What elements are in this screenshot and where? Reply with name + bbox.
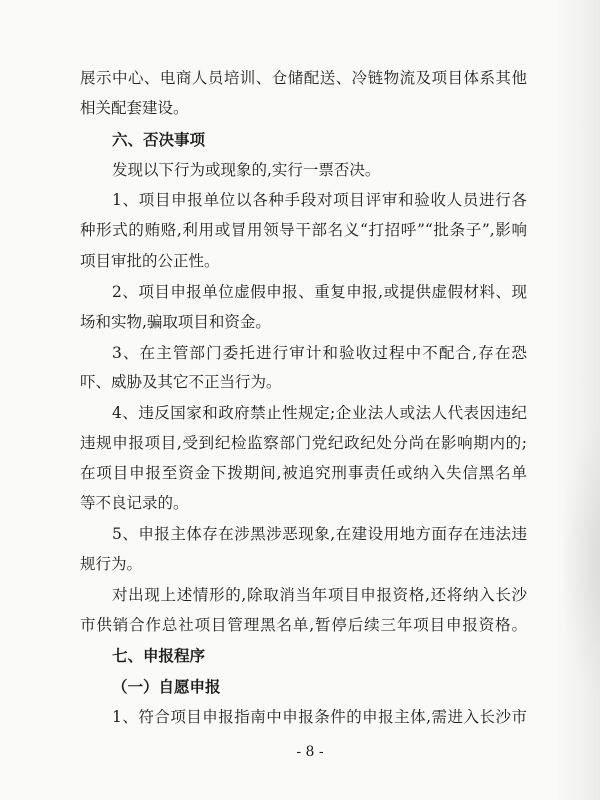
text-line: 在项目申报至资金下拨期间,被追究刑事责任或纳入失信黑名单 (80, 464, 527, 482)
text-line: 相关配套建设。 (80, 99, 189, 117)
text-line: 市供销合作总社项目管理黑名单,暂停后续三年项目申报资格。 (80, 616, 527, 634)
text-line: 规行为。 (80, 555, 143, 573)
text-line: 5、申报主体存在涉黑涉恶现象,在建设用地方面存在违法违 (112, 525, 527, 543)
page-number: - 8 - (296, 744, 324, 760)
text-line: 1、项目申报单位以各种手段对项目评审和验收人员进行各 (112, 191, 527, 209)
text-line: 等不良记录的。 (80, 494, 189, 512)
text-line: 种形式的贿赂,利用或冒用领导干部名义“打招呼”“批条子”,影响 (80, 221, 527, 239)
text-line: 3、在主管部门委托进行审计和验收过程中不配合,存在恐 (112, 344, 527, 362)
section-intro: 发现以下行为或现象的,实行一票否决。 (112, 161, 381, 179)
section-heading: 六、否决事项 (112, 131, 206, 149)
text-line: 项目审批的公正性。 (80, 252, 220, 270)
text-line: 对出现上述情形的,除取消当年项目申报资格,还将纳入长沙 (112, 586, 527, 604)
section-heading: 七、申报程序 (112, 647, 206, 665)
text-line: 违规申报项目,受到纪检监察部门党纪政纪处分尚在影响期内的; (80, 434, 527, 452)
text-line: 展示中心、电商人员培训、仓储配送、冷链物流及项目体系其他 (80, 69, 527, 87)
text-line: 1、符合项目申报指南中申报条件的申报主体,需进入长沙市 (112, 708, 527, 726)
subsection-heading: （一）自愿申报 (112, 677, 221, 696)
text-line: 吓、威胁及其它不正当行为。 (80, 373, 282, 391)
text-line: 2、项目申报单位虚假申报、重复申报,或提供虚假材料、现 (112, 283, 527, 301)
text-line: 4、违反国家和政府禁止性规定;企业法人或法人代表因违纪 (112, 404, 527, 422)
text-line: 场和实物,骗取项目和资金。 (80, 313, 271, 331)
